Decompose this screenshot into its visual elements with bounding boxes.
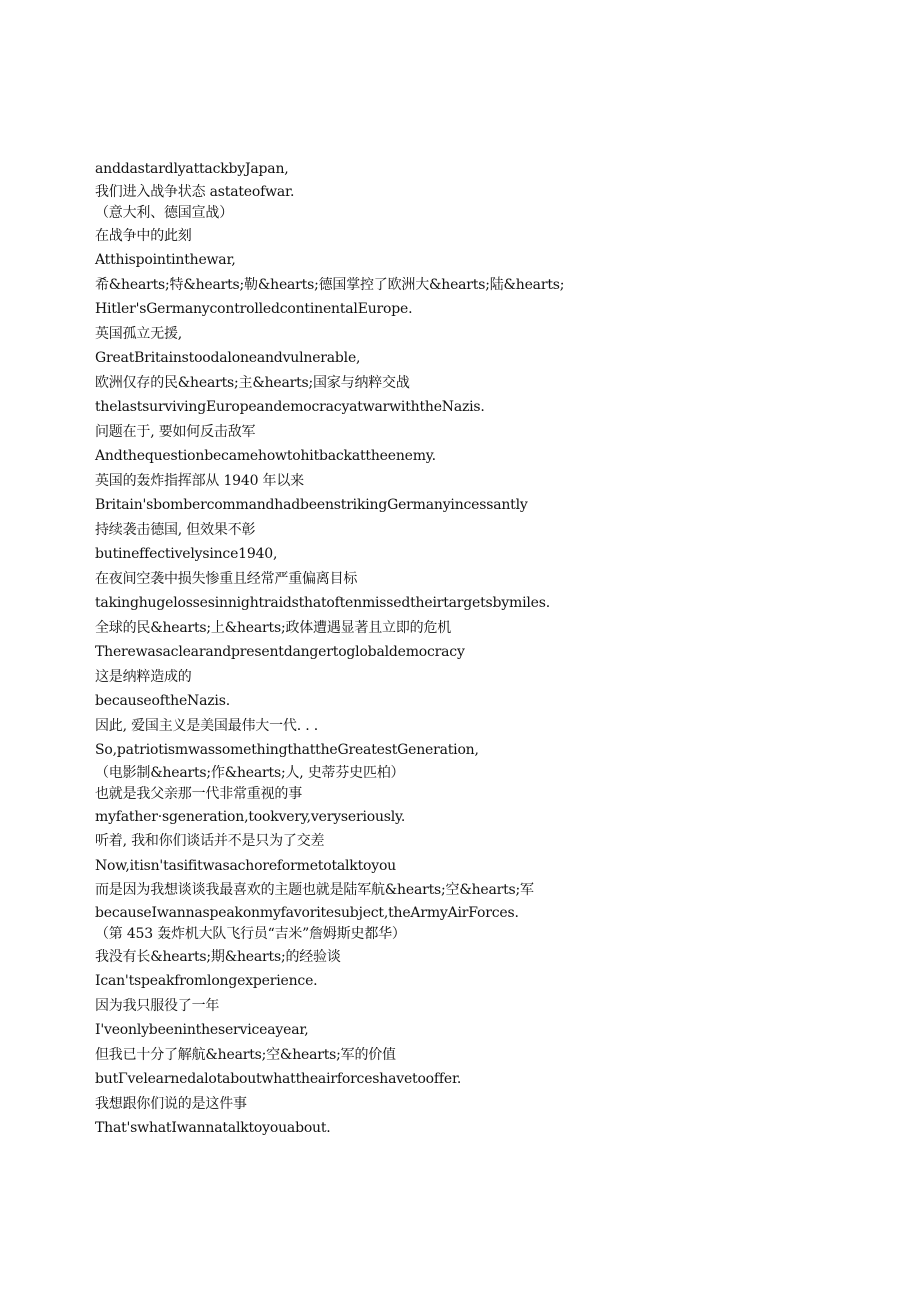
text-line: butΓvelearnedalotaboutwhattheairforceshavetooffer. [95, 1071, 462, 1087]
text-line: So,patriotismwassomethingthattheGreatestGeneration, [95, 742, 479, 758]
document-page [95, 157, 885, 1141]
text-line: 英国孤立无援, [95, 325, 183, 342]
text-line: 因此, 爱国主义是美国最伟大一代. . . [95, 717, 318, 734]
text-line: 英国的轰炸指挥部从 1940 年以来 [95, 472, 304, 489]
text-line: （第 453 轰炸机大队飞行员“吉米”詹姆斯史都华） [95, 925, 406, 942]
text-line: 因为我只服役了一年 [95, 997, 220, 1014]
text-line: Ican'tspeakfromlongexperience. [95, 973, 318, 989]
text-line: 我们进入战争状态 astateofwar. [95, 183, 295, 200]
text-line: Andthequestionbecamehowtohitbackattheenemy. [95, 448, 436, 464]
text-line: becauseIwannaspeakonmyfavoritesubject,theArmyAirForces. [95, 904, 519, 921]
text-line: 在夜间空袭中损失惨重且经常严重偏离目标 [95, 570, 358, 587]
text-line: Britain'sbombercommandhadbeenstrikingGermanyincessantly [95, 497, 528, 513]
text-line: anddastardlyattackbyJapan, [95, 161, 289, 177]
text-line: 也就是我父亲那一代非常重视的事 [95, 785, 302, 802]
text-line: That'swhatIwannatalktoyouabout. [95, 1120, 331, 1136]
text-line: Atthispointinthewar, [95, 252, 236, 268]
text-line: 而是因为我想谈谈我最喜欢的主题也就是陆军航&hearts;空&hearts;军 [95, 882, 534, 898]
text-line: Now,itisn'tasifitwasachoreformetotalktoyou [95, 857, 396, 874]
text-line: butineffectivelysince1940, [95, 546, 278, 562]
text-line: 全球的民&hearts;上&hearts;政体遭遇显著且立即的危机 [95, 619, 452, 636]
text-line: thelastsurvivingEuropeandemocracyatwarwiththeNazis. [95, 399, 485, 415]
text-line: takinghugelossesinnightraidsthatoftenmissedtheirtargetsbymiles. [95, 595, 550, 611]
text-line: Hitler'sGermanycontrolledcontinentalEurope. [95, 301, 413, 317]
text-line: 但我已十分了解航&hearts;空&hearts;军的价值 [95, 1046, 396, 1063]
text-line: （意大利、德国宣战） [95, 204, 233, 221]
text-line: 欧洲仅存的民&hearts;主&hearts;国家与纳粹交战 [95, 374, 410, 391]
text-line: 我没有长&hearts;期&hearts;的经验谈 [95, 948, 341, 965]
text-line: 持续袭击德国, 但效果不彰 [95, 521, 256, 538]
text-line: 我想跟你们说的是这件事 [95, 1095, 247, 1112]
text-line: Therewasaclearandpresentdangertoglobaldemocracy [95, 644, 465, 660]
text-line: I'veonlybeenintheserviceayear, [95, 1022, 309, 1038]
text-line: 希&hearts;特&hearts;勒&hearts;德国掌控了欧洲大&hearts;陆&hearts; [95, 276, 565, 293]
text-line: becauseoftheNazis. [95, 693, 230, 709]
text-line: （电影制&hearts;作&hearts;人, 史蒂芬史匹柏） [95, 764, 405, 781]
text-line: myfather·sgeneration,tookvery,veryseriously. [95, 808, 406, 825]
text-line: 这是纳粹造成的 [95, 668, 192, 685]
text-line: GreatBritainstoodaloneandvulnerable, [95, 350, 361, 366]
text-line: 问题在于, 要如何反击敌军 [95, 423, 256, 440]
text-line: 在战争中的此刻 [95, 227, 192, 244]
text-line: 听着, 我和你们谈话并不是只为了交差 [95, 833, 325, 849]
